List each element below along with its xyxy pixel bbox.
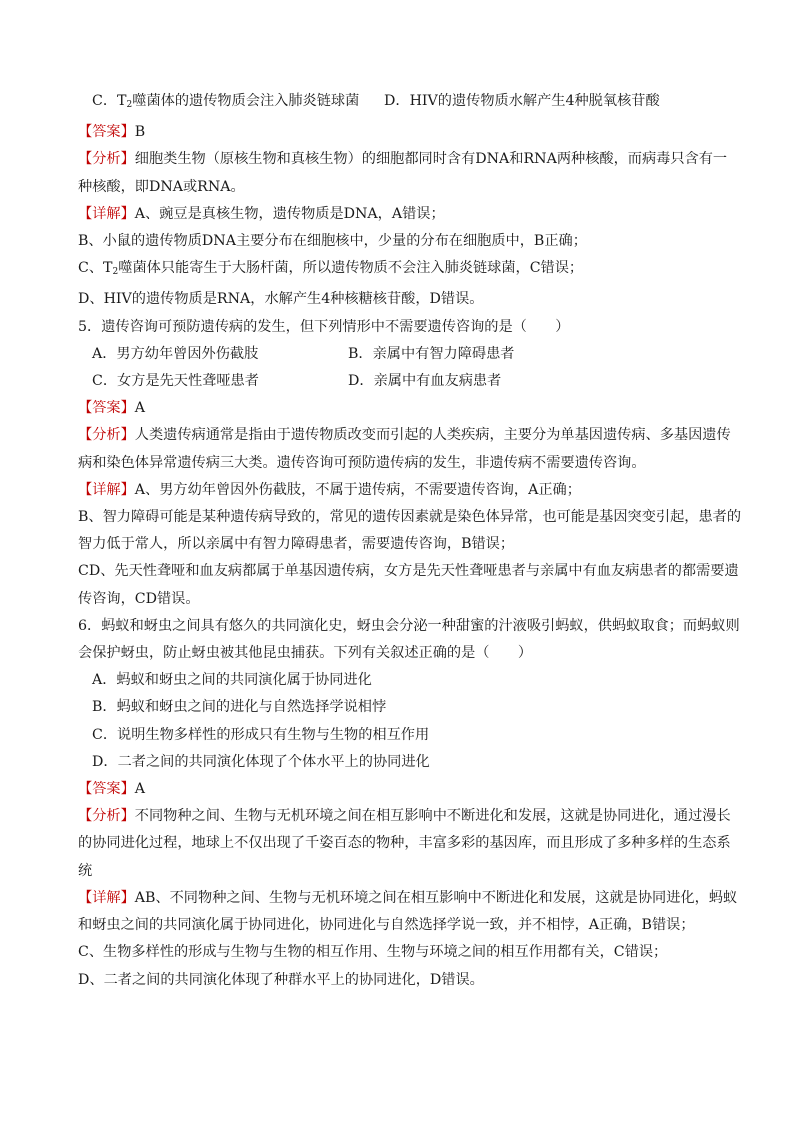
q5-detail-a: 【详解】A、男方幼年曾因外伤截肢，不属于遗传病，不需要遗传咨询，A正确； [78,481,581,498]
q5-analysis-line2: 病和染色体异常遗传病三大类。遗传咨询可预防遗传病的发生，非遗传病不需要遗传咨询。 [78,454,646,471]
answer-tag: 【答案】 [78,781,135,798]
q4-analysis-line2: 种核酸，即DNA或RNA。 [78,178,245,195]
q5-stem: 5．遗传咨询可预防遗传病的发生，但下列情形中不需要遗传咨询的是（ ） [78,318,570,335]
q6-analysis-line2: 的协同进化过程，地球上不仅出现了千姿百态的物种，丰富多彩的基因库，而且形成了多种多样的生态系 [78,835,731,852]
q4-detail-c: C、$T_2$噬菌体只能寄生于大肠杆菌，所以遗传物质不会注入肺炎链球菌，C错误； [78,260,584,278]
q5-options-row1 [78,341,728,368]
q4-option-d: D．HIV的遗传物质水解产生4种脱氧核苷酸 [384,93,660,109]
q5-analysis-line1: 【分析】人类遗传病通常是指由于遗传物质改变而引起的人类疾病，主要分为单基因遗传病、多基因遗传 [78,427,731,444]
q6-detail-ab1: 【详解】AB、不同物种之间、生物与无机环境之间在相互影响中不断进化和发展，这就是协同进化，蚂蚁 [78,889,738,906]
q6-answer: 【答案】A [78,781,146,798]
q6-option-c: C．说明生物多样性的形成只有生物与生物的相互作用 [92,726,430,743]
q4-options-row [78,88,728,119]
q5-option-d: D．亲属中有血友病患者 [348,373,502,390]
q6-option-b: B．蚂蚁和蚜虫之间的进化与自然选择学说相悖 [92,699,387,716]
q5-detail-cd2: 传咨询，CD错误。 [78,590,200,607]
answer-tag: 【答案】 [78,124,135,141]
q6-detail-ab2: 和蚜虫之间的共同演化属于协同进化，协同进化与自然选择学说一致，并不相悖，A正确，B错误； [78,917,695,934]
analysis-tag: 【分析】 [78,427,135,444]
q5-answer: 【答案】A [78,400,146,417]
q5-option-a: A．男方幼年曾因外伤截肢 [92,345,259,362]
q4-option-c: C．$T_2$噬菌体的遗传物质会注入肺炎链球菌 [92,93,360,110]
q6-detail-d: D、二者之间的共同演化体现了种群水平上的协同进化，D错误。 [78,971,484,988]
q6-stem-line1: 6．蚂蚁和蚜虫之间具有悠久的共同演化史，蚜虫会分泌一种甜蜜的汁液吸引蚂蚁，供蚂蚁取食；而蚂蚁则 [78,617,740,634]
answer-tag: 【答案】 [78,400,135,417]
detail-tag: 【详解】 [78,889,135,906]
q5-option-b: B．亲属中有智力障碍患者 [348,345,515,362]
q5-options-row2 [78,368,728,395]
q5-detail-cd1: CD、先天性聋哑和血友病都属于单基因遗传病，女方是先天性聋哑患者与亲属中有血友病患者的都需要遗 [78,563,739,580]
q4-detail-a: 【详解】A、豌豆是真核生物，遗传物质是DNA，A错误； [78,205,445,222]
analysis-tag: 【分析】 [78,808,135,825]
q6-option-d: D．二者之间的共同演化体现了个体水平上的协同进化 [92,753,430,770]
q6-option-a: A．蚂蚁和蚜虫之间的共同演化属于协同进化 [92,672,372,689]
q6-analysis-line1: 【分析】不同物种之间、生物与无机环境之间在相互影响中不断进化和发展，这就是协同进化，通过漫长 [78,808,731,825]
q5-detail-b2: 智力低于常人，所以亲属中有智力障碍患者，需要遗传咨询，B错误； [78,536,515,553]
q5-option-c: C．女方是先天性聋哑患者 [92,373,259,390]
detail-tag: 【详解】 [78,481,135,498]
q4-detail-d: D、HIV的遗传物质是RNA，水解产生4种核糖核苷酸，D错误。 [78,291,484,308]
detail-tag: 【详解】 [78,205,135,222]
q6-detail-c: C、生物多样性的形成与生物与生物的相互作用、生物与环境之间的相互作用都有关，C错误； [78,944,668,961]
q5-detail-b1: B、智力障碍可能是某种遗传病导致的，常见的遗传因素就是染色体异常，也可能是基因突变引起，患者的 [78,509,742,526]
analysis-tag: 【分析】 [78,151,135,168]
q4-analysis-line1: 【分析】细胞类生物（原核生物和真核生物）的细胞都同时含有DNA和RNA两种核酸，而病毒只含有一 [78,151,728,168]
q6-analysis-line3: 统 [78,862,93,879]
q4-detail-b: B、小鼠的遗传物质DNA主要分布在细胞核中，少量的分布在细胞质中，B正确； [78,233,587,250]
q4-answer: 【答案】B [78,124,146,141]
q6-stem-line2: 会保护蚜虫，防止蚜虫被其他昆虫捕获。下列有关叙述正确的是（ ） [78,645,533,662]
document-page [78,88,742,994]
